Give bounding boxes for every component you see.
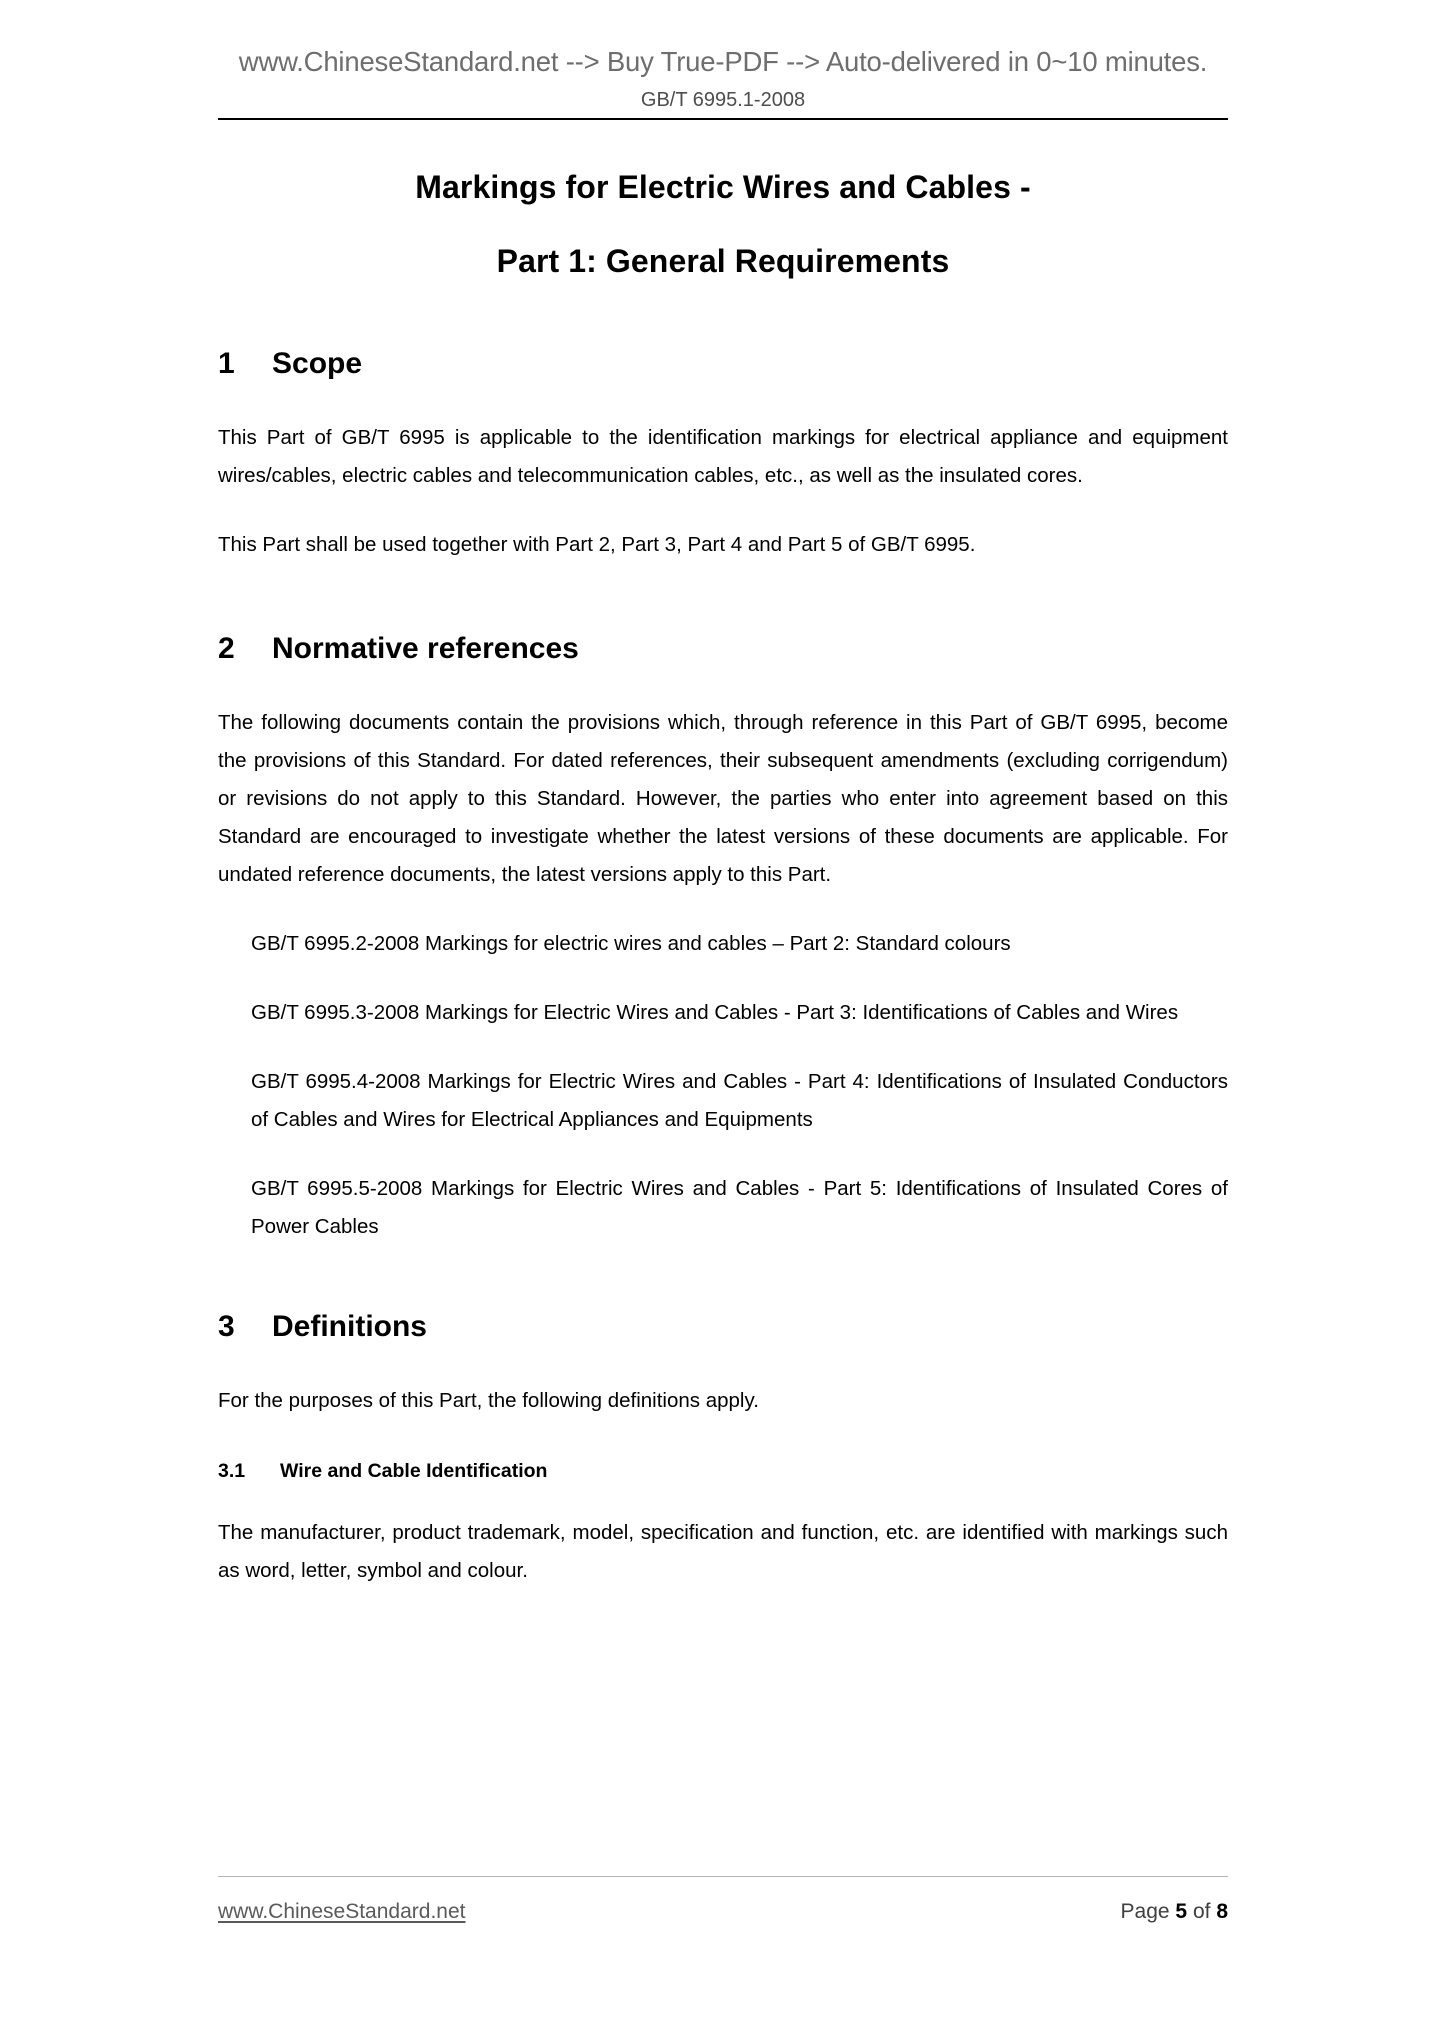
watermark-banner: www.ChineseStandard.net --> Buy True-PDF --> Auto-delivered in 0~10 minutes. [238, 46, 1208, 77]
section-number-2: 2 [218, 631, 235, 665]
subsection-title-wire-and-cable-identification: Wire and Cable Identification [280, 1459, 548, 1482]
page-indicator [1121, 1900, 1228, 1924]
page-label: Page [1120, 1900, 1170, 1923]
page-title [218, 168, 1228, 281]
footer-website-link[interactable]: www.ChineseStandard.net [218, 1900, 466, 1923]
page-content [218, 0, 1228, 1590]
section-number-3: 3 [218, 1309, 235, 1343]
scope-paragraph-1: This Part of GB/T 6995 is applicable to the identification markings for electrical appliance and equipment wires/cables, electric cables and telecommunication cables, etc., as well as the insulated cores. [218, 425, 1228, 487]
normative-references-paragraph-1: The following documents contain the provisions which, through reference in this Part of GB/T 6995, become the provisions of this Standard. For dated references, their subsequent amendments (excluding corrigendum) or revisions do not apply to this Standard. However, the parties who enter into agreement based on this Standard are encouraged to investigate whether the latest versions of these documents are applicable. For undated reference documents, the latest versions apply to this Part. [218, 710, 1228, 886]
section-number-1: 1 [218, 346, 235, 380]
footer-row [218, 1900, 1228, 1924]
wire-and-cable-identification-paragraph: The manufacturer, product trademark, model, specification and function, etc. are identified with markings such as word, letter, symbol and colour. [218, 1520, 1228, 1582]
standard-number: GB/T 6995.1-2008 [640, 89, 806, 111]
page-total-number: 8 [1216, 1900, 1228, 1923]
document-title-line-1: Markings for Electric Wires and Cables - [415, 169, 1031, 205]
definitions-paragraph-1: For the purposes of this Part, the following definitions apply. [218, 1388, 759, 1412]
page-of-label: of [1192, 1900, 1211, 1923]
list-item: GB/T 6995.3-2008 Markings for Electric Wires and Cables - Part 3: Identifications of Cables and Wires [251, 1000, 1179, 1024]
subsection-heading-wire-and-cable-identification [218, 1460, 1228, 1483]
list-item: GB/T 6995.2-2008 Markings for electric wires and cables – Part 2: Standard colours [251, 931, 1011, 955]
page-current-number: 5 [1175, 1900, 1188, 1923]
footer-divider [218, 1876, 1228, 1877]
normative-reference-list [218, 925, 1228, 1246]
list-item: GB/T 6995.4-2008 Markings for Electric Wires and Cables - Part 4: Identifications of Insulated Conductors of Cables and Wires for Electrical Appliances and Equipments [251, 1069, 1228, 1131]
section-title-normative-references: Normative references [272, 631, 579, 665]
section-heading-definitions [218, 1310, 1228, 1344]
document-title-line-2: Part 1: General Requirements [496, 243, 950, 280]
section-heading-normative-references [218, 632, 1228, 666]
section-title-scope: Scope [272, 346, 363, 380]
page-footer [218, 1876, 1228, 1924]
subsection-number-3-1: 3.1 [218, 1459, 246, 1482]
section-heading-scope [218, 347, 1228, 381]
header-divider [218, 118, 1228, 120]
section-title-definitions: Definitions [272, 1309, 427, 1343]
list-item: GB/T 6995.5-2008 Markings for Electric Wires and Cables - Part 5: Identifications of Insulated Cores of Power Cables [251, 1176, 1228, 1238]
scope-paragraph-2: This Part shall be used together with Part 2, Part 3, Part 4 and Part 5 of GB/T 6995. [218, 532, 976, 556]
